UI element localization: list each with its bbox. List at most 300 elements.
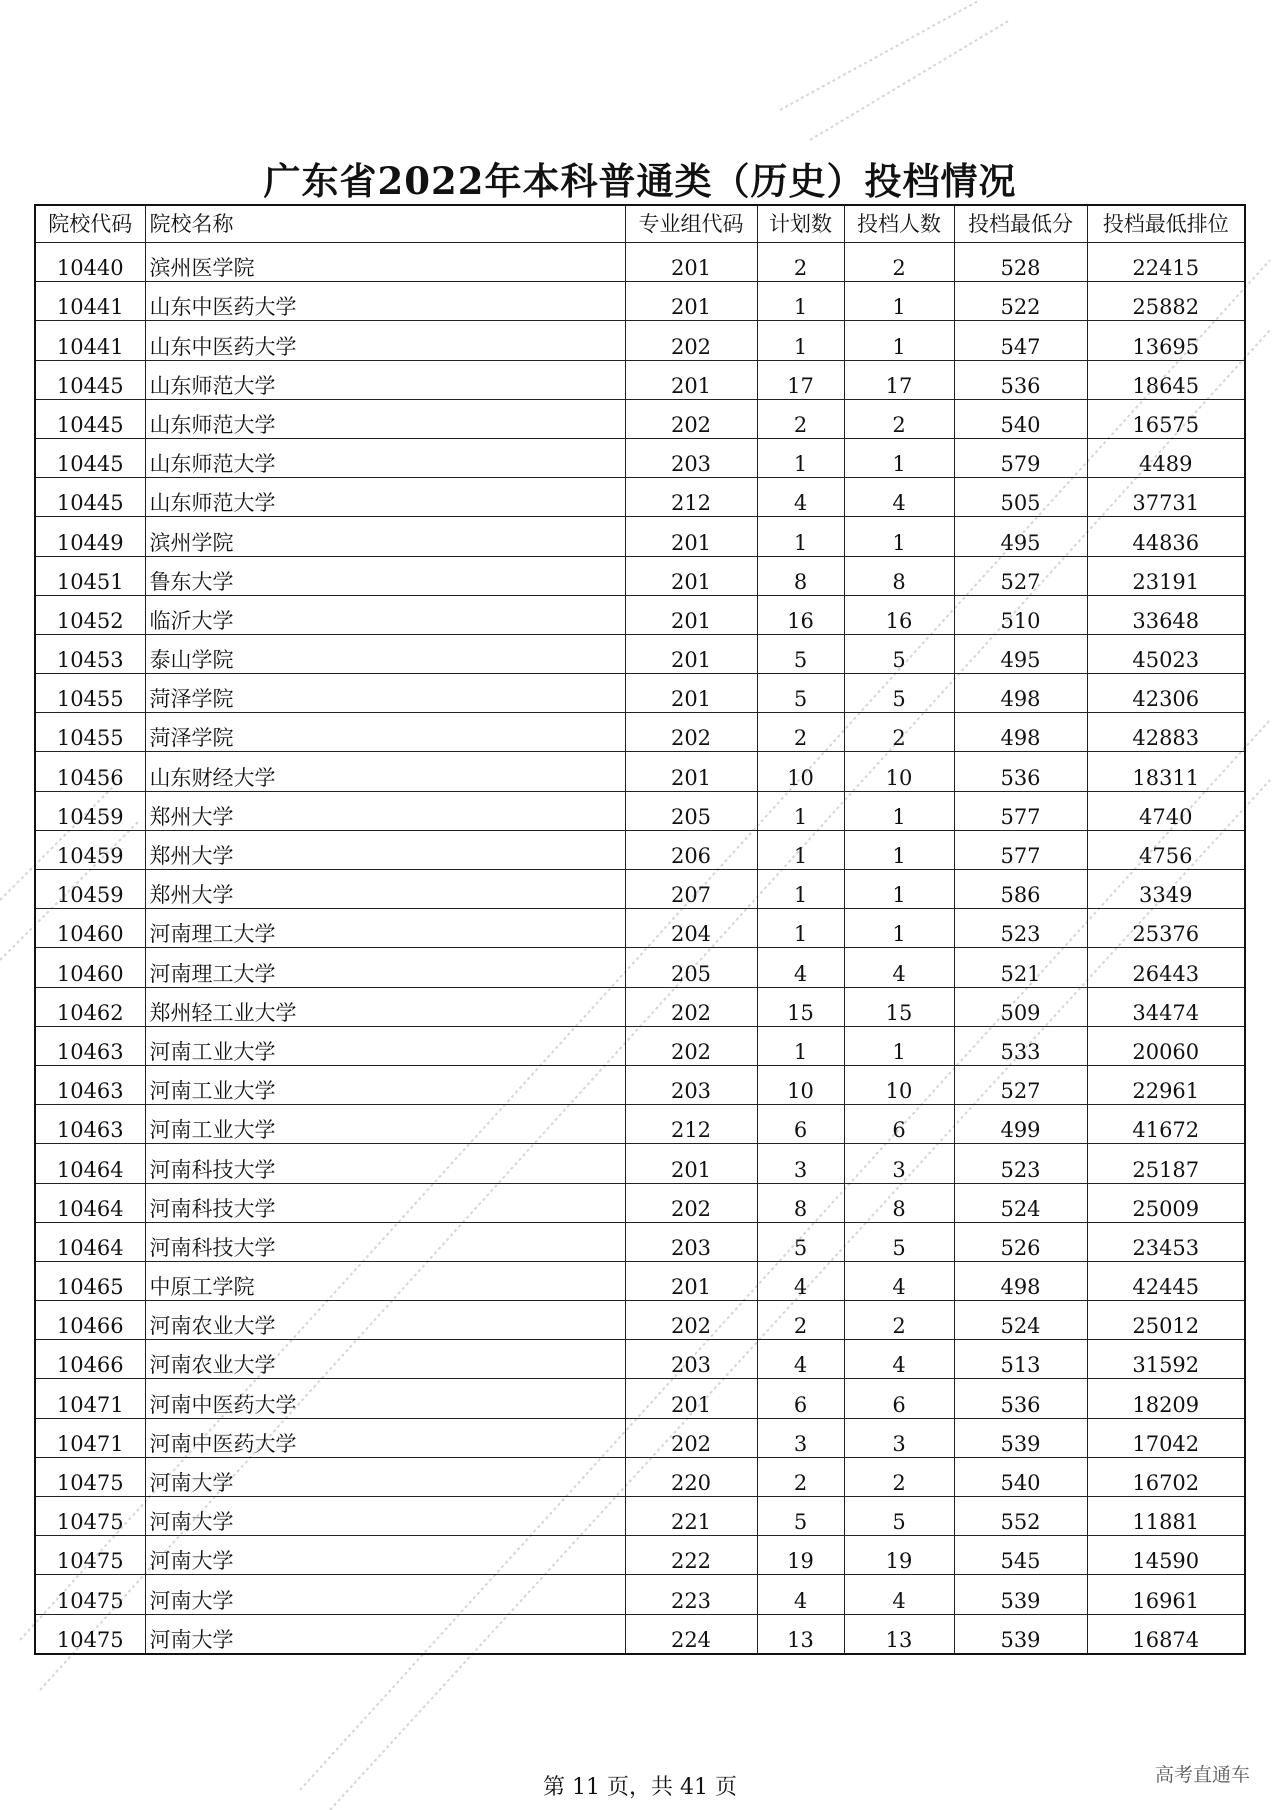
cell-plan-count: 5: [757, 1222, 844, 1261]
cell-group-code: 201: [625, 595, 757, 634]
cell-plan-count: 4: [757, 478, 844, 517]
cell-group-code: 212: [625, 1105, 757, 1144]
cell-min-score: 522: [954, 282, 1087, 321]
cell-plan-count: 4: [757, 948, 844, 987]
table-row: [35, 1065, 1245, 1104]
cell-school-name: 山东财经大学: [145, 752, 625, 791]
cell-school-name: 河南农业大学: [145, 1301, 625, 1340]
cell-min-rank: 42306: [1087, 674, 1245, 713]
cell-min-score: 539: [954, 1575, 1087, 1614]
cell-min-rank: 25376: [1087, 909, 1245, 948]
cell-min-rank: 16575: [1087, 399, 1245, 438]
cell-min-rank: 42445: [1087, 1261, 1245, 1300]
cell-min-rank: 41672: [1087, 1105, 1245, 1144]
cell-plan-count: 3: [757, 1418, 844, 1457]
cell-group-code: 203: [625, 1222, 757, 1261]
table-row: [35, 399, 1245, 438]
col-header-school-code: 院校代码: [35, 205, 145, 243]
cell-plan-count: 1: [757, 909, 844, 948]
cell-group-code: 204: [625, 909, 757, 948]
cell-min-score: 539: [954, 1614, 1087, 1654]
cell-admitted-count: 8: [844, 1183, 954, 1222]
table-row: [35, 1497, 1245, 1536]
table-row: [35, 1144, 1245, 1183]
col-header-school-name: 院校名称: [145, 205, 625, 243]
cell-min-score: 579: [954, 438, 1087, 477]
cell-admitted-count: 10: [844, 752, 954, 791]
cell-group-code: 202: [625, 987, 757, 1026]
cell-school-code: 10445: [35, 438, 145, 477]
cell-min-rank: 4756: [1087, 830, 1245, 869]
cell-admitted-count: 1: [844, 1026, 954, 1065]
cell-plan-count: 4: [757, 1340, 844, 1379]
cell-admitted-count: 3: [844, 1418, 954, 1457]
cell-school-code: 10449: [35, 517, 145, 556]
cell-school-name: 河南科技大学: [145, 1222, 625, 1261]
cell-school-code: 10463: [35, 1026, 145, 1065]
cell-school-code: 10455: [35, 713, 145, 752]
cell-plan-count: 2: [757, 1457, 844, 1496]
table-row: [35, 1026, 1245, 1065]
cell-plan-count: 17: [757, 360, 844, 399]
cell-plan-count: 1: [757, 830, 844, 869]
cell-school-name: 河南科技大学: [145, 1144, 625, 1183]
cell-plan-count: 15: [757, 987, 844, 1026]
cell-group-code: 202: [625, 1026, 757, 1065]
cell-min-rank: 45023: [1087, 634, 1245, 673]
cell-plan-count: 2: [757, 713, 844, 752]
cell-group-code: 203: [625, 1340, 757, 1379]
cell-plan-count: 1: [757, 1026, 844, 1065]
cell-school-name: 郑州大学: [145, 870, 625, 909]
cell-school-name: 鲁东大学: [145, 556, 625, 595]
cell-school-name: 郑州大学: [145, 830, 625, 869]
table-row: [35, 1183, 1245, 1222]
cell-school-code: 10460: [35, 948, 145, 987]
cell-admitted-count: 6: [844, 1105, 954, 1144]
table-row: [35, 948, 1245, 987]
cell-plan-count: 6: [757, 1105, 844, 1144]
cell-group-code: 201: [625, 282, 757, 321]
cell-min-rank: 25012: [1087, 1301, 1245, 1340]
cell-school-code: 10459: [35, 870, 145, 909]
cell-min-score: 524: [954, 1183, 1087, 1222]
cell-admitted-count: 5: [844, 1222, 954, 1261]
cell-admitted-count: 2: [844, 399, 954, 438]
cell-min-score: 540: [954, 399, 1087, 438]
cell-group-code: 221: [625, 1497, 757, 1536]
cell-school-name: 河南农业大学: [145, 1340, 625, 1379]
cell-min-score: 498: [954, 1261, 1087, 1300]
cell-school-code: 10464: [35, 1183, 145, 1222]
cell-plan-count: 3: [757, 1144, 844, 1183]
table-row: [35, 595, 1245, 634]
table-row: [35, 987, 1245, 1026]
cell-admitted-count: 2: [844, 1301, 954, 1340]
cell-min-score: 536: [954, 1379, 1087, 1418]
cell-min-rank: 4489: [1087, 438, 1245, 477]
cell-group-code: 203: [625, 1065, 757, 1104]
cell-min-rank: 25187: [1087, 1144, 1245, 1183]
cell-school-code: 10445: [35, 478, 145, 517]
cell-admitted-count: 17: [844, 360, 954, 399]
cell-group-code: 202: [625, 321, 757, 360]
table-row: [35, 909, 1245, 948]
cell-group-code: 202: [625, 1418, 757, 1457]
cell-school-name: 河南中医药大学: [145, 1379, 625, 1418]
cell-admitted-count: 1: [844, 517, 954, 556]
cell-school-code: 10475: [35, 1536, 145, 1575]
table-row: [35, 1575, 1245, 1614]
cell-plan-count: 10: [757, 752, 844, 791]
cell-admitted-count: 13: [844, 1614, 954, 1654]
cell-school-name: 山东师范大学: [145, 478, 625, 517]
cell-school-name: 菏泽学院: [145, 713, 625, 752]
cell-school-name: 滨州医学院: [145, 243, 625, 282]
cell-plan-count: 8: [757, 1183, 844, 1222]
cell-plan-count: 10: [757, 1065, 844, 1104]
cell-school-code: 10466: [35, 1301, 145, 1340]
cell-min-score: 523: [954, 1144, 1087, 1183]
cell-group-code: 222: [625, 1536, 757, 1575]
table-row: [35, 1457, 1245, 1496]
cell-school-code: 10463: [35, 1065, 145, 1104]
cell-min-rank: 4740: [1087, 791, 1245, 830]
cell-min-score: 523: [954, 909, 1087, 948]
cell-plan-count: 8: [757, 556, 844, 595]
cell-min-rank: 37731: [1087, 478, 1245, 517]
cell-school-code: 10441: [35, 282, 145, 321]
cell-min-rank: 20060: [1087, 1026, 1245, 1065]
cell-school-code: 10459: [35, 830, 145, 869]
cell-group-code: 220: [625, 1457, 757, 1496]
cell-group-code: 201: [625, 1379, 757, 1418]
cell-group-code: 201: [625, 517, 757, 556]
cell-school-code: 10445: [35, 360, 145, 399]
cell-min-rank: 42883: [1087, 713, 1245, 752]
table-row: [35, 282, 1245, 321]
cell-school-code: 10466: [35, 1340, 145, 1379]
cell-min-score: 495: [954, 517, 1087, 556]
cell-school-name: 河南工业大学: [145, 1065, 625, 1104]
cell-admitted-count: 5: [844, 674, 954, 713]
table-row: [35, 713, 1245, 752]
cell-plan-count: 1: [757, 321, 844, 360]
cell-school-name: 河南工业大学: [145, 1105, 625, 1144]
cell-school-name: 山东师范大学: [145, 399, 625, 438]
cell-school-code: 10464: [35, 1222, 145, 1261]
cell-plan-count: 4: [757, 1261, 844, 1300]
cell-school-name: 河南大学: [145, 1457, 625, 1496]
cell-min-rank: 22415: [1087, 243, 1245, 282]
cell-min-rank: 17042: [1087, 1418, 1245, 1457]
cell-school-code: 10445: [35, 399, 145, 438]
cell-admitted-count: 4: [844, 1340, 954, 1379]
cell-group-code: 201: [625, 556, 757, 595]
cell-group-code: 201: [625, 1144, 757, 1183]
cell-admitted-count: 15: [844, 987, 954, 1026]
cell-school-name: 山东中医药大学: [145, 282, 625, 321]
table-row: [35, 1418, 1245, 1457]
cell-admitted-count: 8: [844, 556, 954, 595]
cell-plan-count: 2: [757, 399, 844, 438]
cell-min-rank: 16961: [1087, 1575, 1245, 1614]
table-row: [35, 674, 1245, 713]
cell-min-score: 513: [954, 1340, 1087, 1379]
cell-min-score: 586: [954, 870, 1087, 909]
cell-min-rank: 23453: [1087, 1222, 1245, 1261]
cell-school-code: 10441: [35, 321, 145, 360]
page-footer: 第 11 页，共 41 页: [543, 1775, 737, 1800]
cell-min-score: 509: [954, 987, 1087, 1026]
cell-plan-count: 13: [757, 1614, 844, 1654]
cell-school-code: 10452: [35, 595, 145, 634]
cell-school-name: 河南大学: [145, 1614, 625, 1654]
cell-admitted-count: 2: [844, 243, 954, 282]
cell-plan-count: 1: [757, 517, 844, 556]
table-row: [35, 1536, 1245, 1575]
cell-min-rank: 31592: [1087, 1340, 1245, 1379]
cell-group-code: 202: [625, 399, 757, 438]
table-row: [35, 791, 1245, 830]
cell-min-score: 545: [954, 1536, 1087, 1575]
table-row: [35, 438, 1245, 477]
cell-school-code: 10475: [35, 1457, 145, 1496]
cell-plan-count: 5: [757, 1497, 844, 1536]
cell-group-code: 201: [625, 752, 757, 791]
cell-school-name: 山东中医药大学: [145, 321, 625, 360]
table-row: [35, 752, 1245, 791]
cell-plan-count: 2: [757, 243, 844, 282]
cell-plan-count: 1: [757, 438, 844, 477]
table-row: [35, 243, 1245, 282]
cell-min-score: 498: [954, 713, 1087, 752]
cell-min-score: 526: [954, 1222, 1087, 1261]
cell-admitted-count: 16: [844, 595, 954, 634]
cell-plan-count: 4: [757, 1575, 844, 1614]
cell-min-rank: 33648: [1087, 595, 1245, 634]
cell-admitted-count: 5: [844, 634, 954, 673]
cell-group-code: 202: [625, 1301, 757, 1340]
cell-min-score: 533: [954, 1026, 1087, 1065]
cell-min-score: 499: [954, 1105, 1087, 1144]
cell-plan-count: 16: [757, 595, 844, 634]
cell-group-code: 223: [625, 1575, 757, 1614]
table-row: [35, 1261, 1245, 1300]
cell-admitted-count: 1: [844, 282, 954, 321]
cell-min-score: 552: [954, 1497, 1087, 1536]
cell-min-rank: 25882: [1087, 282, 1245, 321]
cell-group-code: 201: [625, 1261, 757, 1300]
cell-min-rank: 3349: [1087, 870, 1245, 909]
cell-min-rank: 18645: [1087, 360, 1245, 399]
cell-admitted-count: 5: [844, 1497, 954, 1536]
cell-school-code: 10465: [35, 1261, 145, 1300]
table-row: [35, 634, 1245, 673]
cell-min-rank: 13695: [1087, 321, 1245, 360]
cell-min-rank: 34474: [1087, 987, 1245, 1026]
cell-min-rank: 44836: [1087, 517, 1245, 556]
table-row: [35, 1222, 1245, 1261]
cell-school-name: 山东师范大学: [145, 438, 625, 477]
cell-school-code: 10464: [35, 1144, 145, 1183]
cell-admitted-count: 1: [844, 909, 954, 948]
cell-plan-count: 19: [757, 1536, 844, 1575]
table-row: [35, 1340, 1245, 1379]
cell-school-code: 10475: [35, 1614, 145, 1654]
cell-min-score: 577: [954, 791, 1087, 830]
cell-min-rank: 16874: [1087, 1614, 1245, 1654]
cell-min-rank: 23191: [1087, 556, 1245, 595]
cell-min-score: 540: [954, 1457, 1087, 1496]
table-row: [35, 1301, 1245, 1340]
cell-school-code: 10456: [35, 752, 145, 791]
cell-plan-count: 5: [757, 674, 844, 713]
cell-school-name: 郑州大学: [145, 791, 625, 830]
cell-min-score: 536: [954, 360, 1087, 399]
cell-min-rank: 26443: [1087, 948, 1245, 987]
table-row: [35, 1379, 1245, 1418]
col-header-admitted: 投档人数: [844, 205, 954, 243]
cell-group-code: 201: [625, 360, 757, 399]
cell-school-name: 临沂大学: [145, 595, 625, 634]
cell-school-code: 10471: [35, 1418, 145, 1457]
cell-group-code: 205: [625, 948, 757, 987]
cell-school-name: 菏泽学院: [145, 674, 625, 713]
cell-school-name: 河南大学: [145, 1497, 625, 1536]
cell-plan-count: 5: [757, 634, 844, 673]
cell-school-code: 10475: [35, 1575, 145, 1614]
cell-group-code: 201: [625, 674, 757, 713]
cell-min-score: 505: [954, 478, 1087, 517]
col-header-min-rank: 投档最低排位: [1087, 205, 1245, 243]
cell-min-rank: 14590: [1087, 1536, 1245, 1575]
cell-school-name: 中原工学院: [145, 1261, 625, 1300]
cell-school-code: 10463: [35, 1105, 145, 1144]
cell-min-score: 498: [954, 674, 1087, 713]
cell-group-code: 205: [625, 791, 757, 830]
table-row: [35, 321, 1245, 360]
cell-min-score: 527: [954, 1065, 1087, 1104]
cell-school-code: 10451: [35, 556, 145, 595]
cell-admitted-count: 1: [844, 791, 954, 830]
cell-group-code: 201: [625, 634, 757, 673]
cell-group-code: 201: [625, 243, 757, 282]
cell-admitted-count: 2: [844, 713, 954, 752]
cell-min-score: 527: [954, 556, 1087, 595]
cell-school-name: 山东师范大学: [145, 360, 625, 399]
table-row: [35, 1105, 1245, 1144]
cell-plan-count: 1: [757, 870, 844, 909]
cell-plan-count: 6: [757, 1379, 844, 1418]
table-row: [35, 556, 1245, 595]
cell-admitted-count: 1: [844, 438, 954, 477]
cell-school-name: 河南科技大学: [145, 1183, 625, 1222]
cell-school-name: 泰山学院: [145, 634, 625, 673]
cell-min-score: 510: [954, 595, 1087, 634]
cell-min-score: 536: [954, 752, 1087, 791]
cell-min-rank: 16702: [1087, 1457, 1245, 1496]
cell-plan-count: 1: [757, 791, 844, 830]
cell-min-rank: 18209: [1087, 1379, 1245, 1418]
cell-admitted-count: 4: [844, 1575, 954, 1614]
cell-plan-count: 1: [757, 282, 844, 321]
cell-min-score: 577: [954, 830, 1087, 869]
cell-group-code: 224: [625, 1614, 757, 1654]
cell-admitted-count: 6: [844, 1379, 954, 1418]
cell-admitted-count: 1: [844, 830, 954, 869]
cell-min-rank: 18311: [1087, 752, 1245, 791]
cell-school-name: 河南工业大学: [145, 1026, 625, 1065]
cell-min-score: 547: [954, 321, 1087, 360]
cell-school-name: 河南大学: [145, 1575, 625, 1614]
cell-min-score: 524: [954, 1301, 1087, 1340]
cell-school-name: 河南理工大学: [145, 909, 625, 948]
cell-school-code: 10471: [35, 1379, 145, 1418]
table-row: [35, 830, 1245, 869]
cell-school-code: 10460: [35, 909, 145, 948]
cell-group-code: 202: [625, 713, 757, 752]
table-row: [35, 870, 1245, 909]
cell-admitted-count: 4: [844, 948, 954, 987]
cell-min-score: 495: [954, 634, 1087, 673]
cell-school-name: 滨州学院: [145, 517, 625, 556]
cell-school-name: 郑州轻工业大学: [145, 987, 625, 1026]
cell-admitted-count: 4: [844, 478, 954, 517]
cell-school-name: 河南大学: [145, 1536, 625, 1575]
cell-admitted-count: 1: [844, 870, 954, 909]
cell-admitted-count: 10: [844, 1065, 954, 1104]
admission-table: [34, 204, 1246, 1655]
table-header-row: [35, 205, 1245, 243]
table-row: [35, 1614, 1245, 1654]
cell-school-code: 10462: [35, 987, 145, 1026]
page-title: 广东省2022年本科普通类（历史）投档情况: [263, 159, 1017, 203]
cell-admitted-count: 2: [844, 1457, 954, 1496]
cell-school-code: 10440: [35, 243, 145, 282]
cell-admitted-count: 19: [844, 1536, 954, 1575]
cell-plan-count: 2: [757, 1301, 844, 1340]
cell-group-code: 212: [625, 478, 757, 517]
cell-school-code: 10453: [35, 634, 145, 673]
cell-school-name: 河南理工大学: [145, 948, 625, 987]
cell-school-code: 10459: [35, 791, 145, 830]
cell-min-rank: 22961: [1087, 1065, 1245, 1104]
table-row: [35, 517, 1245, 556]
cell-min-score: 539: [954, 1418, 1087, 1457]
table-row: [35, 478, 1245, 517]
cell-min-score: 528: [954, 243, 1087, 282]
cell-group-code: 206: [625, 830, 757, 869]
brand-mark: 高考直通车: [1154, 1764, 1250, 1786]
cell-min-rank: 25009: [1087, 1183, 1245, 1222]
cell-group-code: 207: [625, 870, 757, 909]
cell-group-code: 202: [625, 1183, 757, 1222]
col-header-min-score: 投档最低分: [954, 205, 1087, 243]
table-row: [35, 360, 1245, 399]
cell-school-code: 10475: [35, 1497, 145, 1536]
cell-admitted-count: 1: [844, 321, 954, 360]
col-header-plan: 计划数: [757, 205, 844, 243]
cell-admitted-count: 3: [844, 1144, 954, 1183]
cell-min-rank: 11881: [1087, 1497, 1245, 1536]
cell-group-code: 203: [625, 438, 757, 477]
cell-school-name: 河南中医药大学: [145, 1418, 625, 1457]
cell-admitted-count: 4: [844, 1261, 954, 1300]
cell-school-code: 10455: [35, 674, 145, 713]
col-header-group-code: 专业组代码: [625, 205, 757, 243]
cell-min-score: 521: [954, 948, 1087, 987]
